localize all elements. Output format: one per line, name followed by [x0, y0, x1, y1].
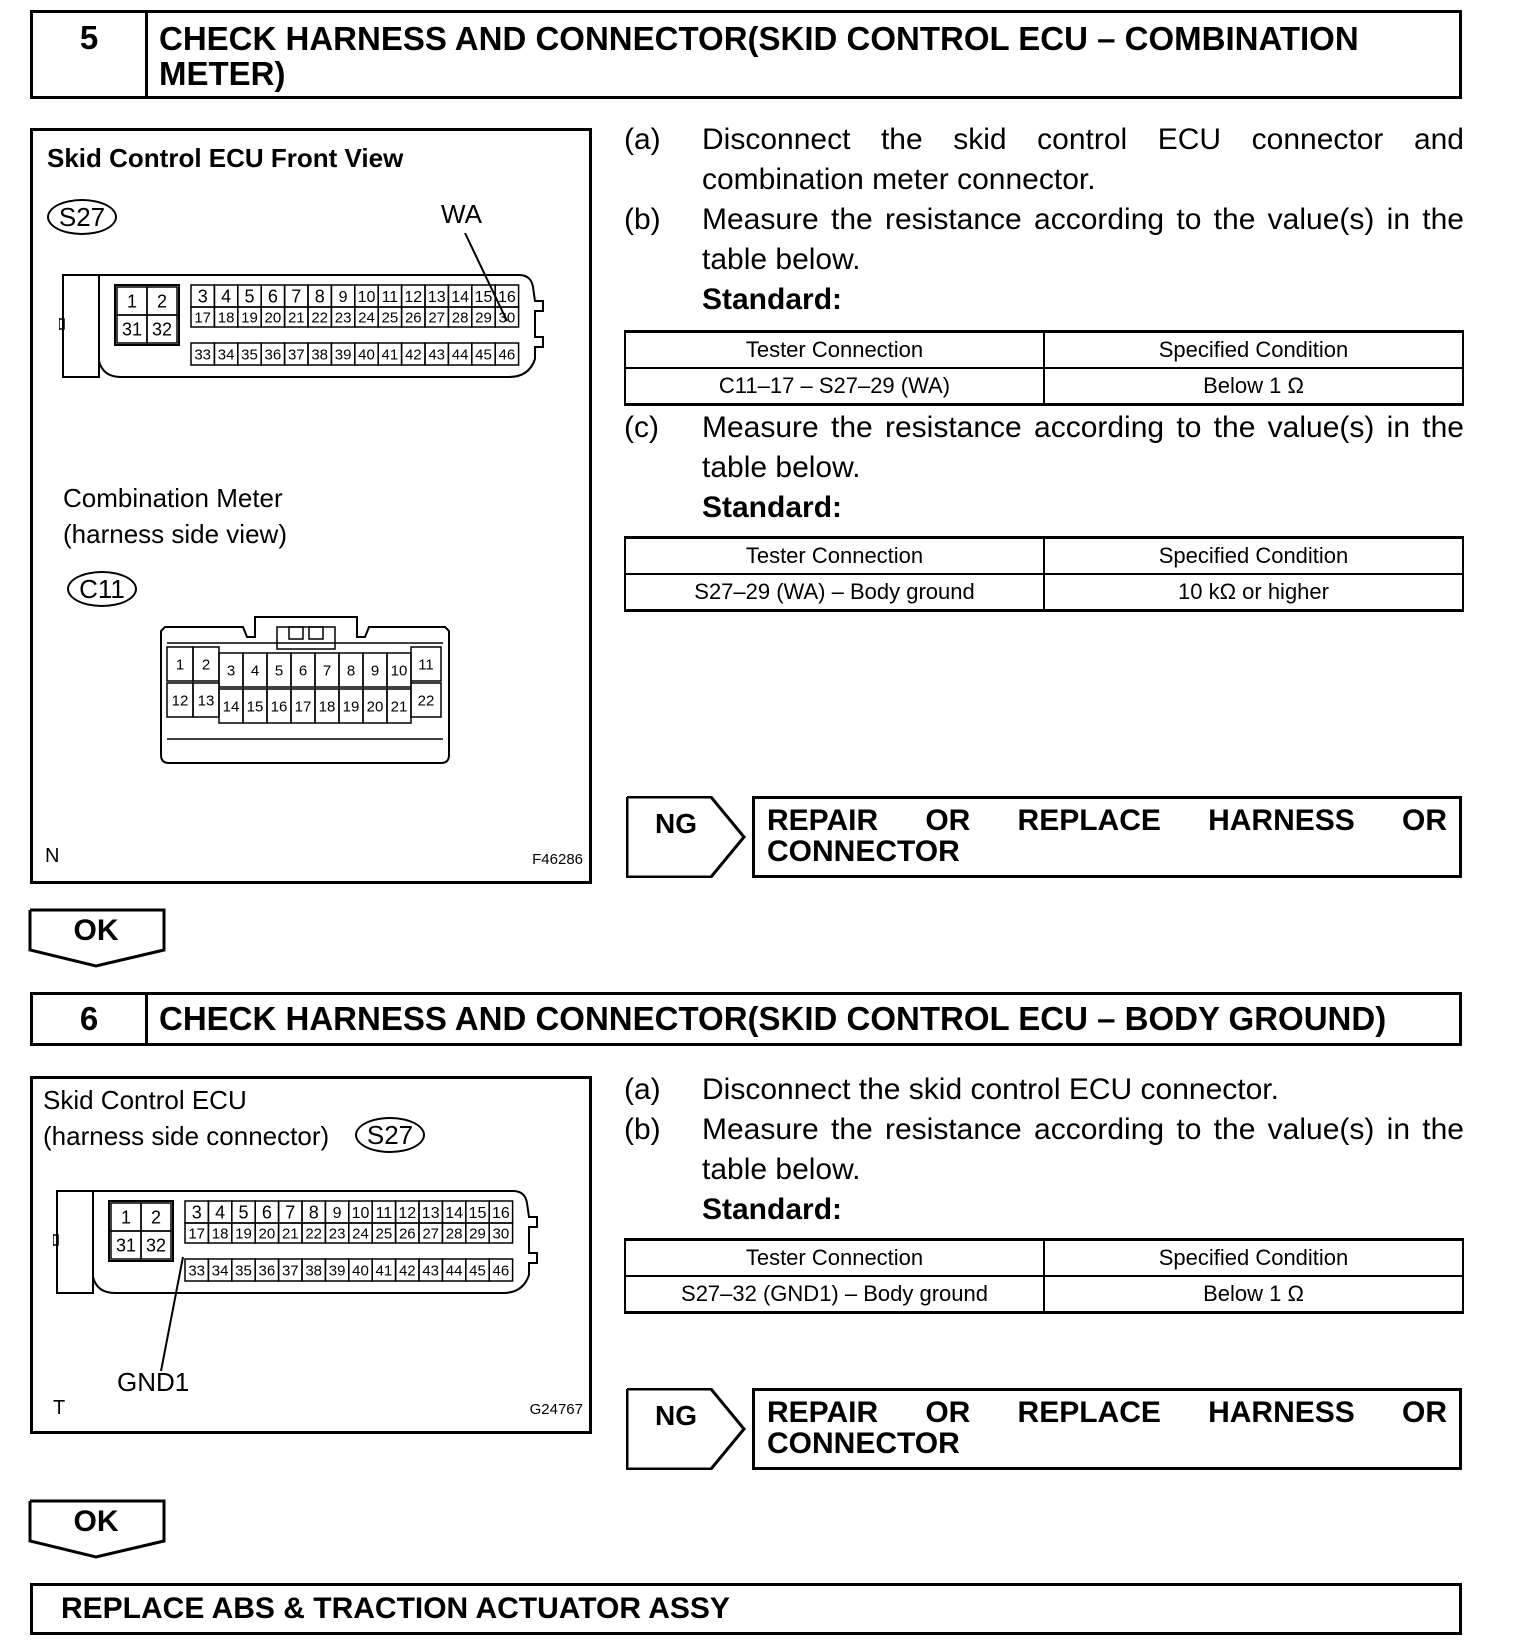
- figure-title: Skid Control ECU: [43, 1085, 247, 1115]
- pin-label: 37: [281, 1262, 299, 1280]
- pin-label: 2: [201, 656, 211, 674]
- ng-label: NG: [655, 808, 697, 839]
- col-header-tester: Tester Connection: [625, 538, 1044, 575]
- pin-label: 3: [226, 662, 236, 680]
- pin-label: 24: [352, 1225, 369, 1243]
- pin-label: 9: [370, 662, 380, 680]
- pin-label: 12: [398, 1204, 417, 1222]
- pin-label: 4: [250, 662, 260, 680]
- col-header-condition: Specified Condition: [1044, 1240, 1463, 1277]
- pin-label: 16: [270, 698, 288, 716]
- pin-label: 18: [318, 698, 336, 716]
- pin-label: 43: [428, 346, 446, 364]
- step-5-instructions-c: [624, 408, 1464, 528]
- step-number: 6: [33, 995, 148, 1043]
- pin-label: 15: [474, 288, 493, 306]
- pin-label: 41: [375, 1262, 393, 1280]
- pin-label: 34: [211, 1262, 229, 1280]
- pin-label: 30: [498, 309, 516, 327]
- pin-label: 44: [451, 346, 469, 364]
- cell-connection: S27–29 (WA) – Body ground: [625, 574, 1044, 611]
- pin-label: 14: [451, 288, 469, 306]
- ok-label: OK: [73, 914, 119, 947]
- pin-label: 38: [311, 346, 329, 364]
- cell-condition: Below 1 Ω: [1044, 368, 1463, 405]
- pin-label: 5: [244, 286, 255, 307]
- repair-action: REPAIR OR REPLACE HARNESS OR CONNECTOR: [752, 796, 1462, 878]
- pin-label: 2: [156, 291, 168, 312]
- pin-label: 20: [264, 309, 282, 327]
- connector-key: [59, 319, 64, 329]
- final-action: REPLACE ABS & TRACTION ACTUATOR ASSY: [30, 1583, 1462, 1635]
- pin-label: 38: [305, 1262, 323, 1280]
- connector-latch: [63, 275, 99, 377]
- pin-label: 19: [342, 698, 360, 716]
- meter-title: Combination Meter: [63, 483, 283, 513]
- pin-label: 23: [328, 1225, 346, 1243]
- pin-label: 10: [390, 662, 408, 680]
- pin-label: 16: [492, 1204, 510, 1222]
- pin-label: 13: [197, 692, 215, 710]
- pin-label: 7: [291, 286, 302, 307]
- figure-id: F46286: [532, 851, 583, 868]
- step-5-header: [30, 10, 1462, 99]
- pin-label: 32: [151, 319, 173, 340]
- connector-code-s27: S27: [47, 199, 117, 235]
- pin-label: 18: [217, 309, 235, 327]
- col-header-condition: Specified Condition: [1044, 538, 1463, 575]
- pin-label: 44: [445, 1262, 463, 1280]
- ok-arrow: [28, 908, 168, 968]
- repair-action: REPAIR OR REPLACE HARNESS OR CONNECTOR: [752, 1388, 1462, 1470]
- pin-label: 40: [358, 346, 375, 364]
- pin-label: 22: [311, 309, 329, 327]
- pin-label: 29: [469, 1225, 486, 1243]
- connector-code-s27: S27: [355, 1117, 425, 1153]
- pin-label: 7: [285, 1202, 296, 1223]
- figure-subtitle: (harness side connector): [43, 1121, 330, 1151]
- pin-label: 31: [115, 1235, 137, 1256]
- pin-label: 3: [191, 1202, 202, 1223]
- pin-label: 6: [261, 1202, 272, 1223]
- figure-ecu-meter: [30, 128, 592, 884]
- col-header-tester: Tester Connection: [625, 1240, 1044, 1277]
- pin-label: 21: [287, 309, 305, 327]
- lock-tab: [289, 627, 303, 639]
- pin-label: 45: [475, 346, 492, 364]
- spec-table-1: [624, 330, 1464, 406]
- pin-label: 15: [468, 1204, 487, 1222]
- step-5-instructions-ab: [624, 120, 1464, 320]
- instruction-b: (b) Measure the resistance according to the value(s) in the table below.: [624, 1113, 1464, 1186]
- pin-label: 43: [422, 1262, 440, 1280]
- ecu-connector-drawing: [59, 271, 569, 383]
- col-header-condition: Specified Condition: [1044, 332, 1463, 369]
- pin-label: 14: [222, 698, 240, 716]
- pin-label: 5: [274, 662, 284, 680]
- pin-label: 33: [194, 346, 212, 364]
- pin-label: 16: [498, 288, 516, 306]
- pin-label: 18: [211, 1225, 229, 1243]
- pin-label: 6: [267, 286, 278, 307]
- spec-table-2: [624, 536, 1464, 612]
- meter-connector-drawing: [159, 613, 459, 775]
- pin-label: 45: [469, 1262, 486, 1280]
- pin-label: 39: [328, 1262, 346, 1280]
- step-6-header: [30, 992, 1462, 1046]
- pin-label: 42: [404, 346, 422, 364]
- pin-label: 28: [451, 309, 469, 327]
- pin-label: 33: [188, 1262, 206, 1280]
- cell-connection: C11–17 – S27–29 (WA): [625, 368, 1044, 405]
- col-header-tester: Tester Connection: [625, 332, 1044, 369]
- pin-label: 1: [175, 656, 185, 674]
- pin-label: 23: [334, 309, 352, 327]
- pin-label: 9: [332, 1204, 342, 1222]
- spec-table-3: [624, 1238, 1464, 1314]
- cell-condition: 10 kΩ or higher: [1044, 574, 1463, 611]
- step-6-instructions: [624, 1070, 1464, 1230]
- pin-label: 30: [492, 1225, 510, 1243]
- ok-label: OK: [73, 1505, 119, 1538]
- pin-label: 1: [120, 1207, 132, 1228]
- pin-label: 35: [235, 1262, 252, 1280]
- instruction-c: (c) Measure the resistance according to the value(s) in the table below.: [624, 411, 1464, 484]
- pin-label: 19: [235, 1225, 252, 1243]
- pin-label: 46: [498, 346, 516, 364]
- pin-label: 20: [258, 1225, 276, 1243]
- ng-arrow: [626, 796, 746, 878]
- pin-label: 3: [197, 286, 208, 307]
- pin-label: 14: [445, 1204, 463, 1222]
- cell-connection: S27–32 (GND1) – Body ground: [625, 1276, 1044, 1313]
- pin-label: 34: [217, 346, 235, 364]
- pin-label: 27: [428, 309, 446, 327]
- pin-label: 31: [121, 319, 143, 340]
- pin-label: 8: [346, 662, 356, 680]
- standard-label: Standard:: [702, 283, 843, 316]
- pin-label: 46: [492, 1262, 510, 1280]
- pin-label: 41: [381, 346, 399, 364]
- pin-label: 6: [298, 662, 308, 680]
- pin-label: 11: [418, 656, 434, 674]
- pin-label: 17: [188, 1225, 206, 1243]
- pin-label: 26: [404, 309, 422, 327]
- pin-label: 13: [427, 288, 446, 306]
- pin-label: 25: [375, 1225, 393, 1243]
- pin-label: 2: [150, 1207, 162, 1228]
- figure-title: Skid Control ECU Front View: [47, 143, 404, 173]
- ng-label: NG: [655, 1400, 697, 1431]
- pin-label: 21: [281, 1225, 299, 1243]
- pin-label: 35: [241, 346, 258, 364]
- pin-label: 21: [390, 698, 408, 716]
- standard-label: Standard:: [702, 1193, 843, 1226]
- pin-label: 32: [145, 1235, 167, 1256]
- pin-label: 13: [421, 1204, 440, 1222]
- wire-label-gnd1: GND1: [117, 1367, 190, 1397]
- instruction-a: (a) Disconnect the skid control ECU connector.: [624, 1073, 1279, 1106]
- step-title: CHECK HARNESS AND CONNECTOR(SKID CONTROL ECU – COMBINATION METER): [159, 20, 1359, 92]
- pin-label: 10: [357, 288, 376, 306]
- pin-label: 29: [475, 309, 492, 327]
- pin-label: 42: [398, 1262, 416, 1280]
- pin-label: 24: [358, 309, 375, 327]
- corner-mark: T: [53, 1397, 66, 1419]
- pin-label: 11: [375, 1204, 393, 1222]
- pin-label: 25: [381, 309, 399, 327]
- pin-label: 19: [241, 309, 258, 327]
- pin-label: 7: [322, 662, 332, 680]
- pin-label: 4: [221, 286, 232, 307]
- step-title: CHECK HARNESS AND CONNECTOR(SKID CONTROL ECU – BODY GROUND): [159, 1000, 1387, 1037]
- pin-label: 15: [246, 698, 264, 716]
- pin-label: 22: [305, 1225, 323, 1243]
- pin-label: 22: [417, 692, 435, 710]
- pin-label: 1: [126, 291, 138, 312]
- pin-label: 12: [404, 288, 423, 306]
- standard-label: Standard:: [702, 491, 843, 524]
- ng-arrow: [626, 1388, 746, 1470]
- connector-lock: [277, 627, 335, 649]
- pin-label: 20: [366, 698, 384, 716]
- pin-label: 4: [215, 1202, 226, 1223]
- lock-tab: [309, 627, 323, 639]
- pin-label: 5: [238, 1202, 249, 1223]
- corner-mark: N: [45, 845, 60, 867]
- pin-label: 8: [308, 1202, 319, 1223]
- instruction-a: (a) Disconnect the skid control ECU connector and combination meter connector.: [624, 123, 1464, 196]
- pin-label: 39: [334, 346, 352, 364]
- connector-body: [161, 617, 449, 763]
- cell-condition: Below 1 Ω: [1044, 1276, 1463, 1313]
- pin-label: 10: [351, 1204, 370, 1222]
- connector-code-c11: C11: [67, 571, 137, 607]
- pin-label: 8: [314, 286, 325, 307]
- pin-label: 17: [194, 309, 212, 327]
- pin-label: 37: [287, 346, 305, 364]
- instruction-b: (b) Measure the resistance according to the value(s) in the table below.: [624, 203, 1464, 276]
- pin-label: 28: [445, 1225, 463, 1243]
- step-number: 5: [33, 13, 148, 96]
- wire-label-wa: WA: [441, 199, 482, 229]
- pin-label: 11: [381, 288, 399, 306]
- pin-label: 36: [264, 346, 282, 364]
- figure-id: G24767: [529, 1401, 583, 1418]
- pin-label: 17: [294, 698, 312, 716]
- ok-arrow: [28, 1499, 168, 1559]
- pin-label: 9: [338, 288, 348, 306]
- meter-subtitle: (harness side view): [63, 519, 287, 549]
- pin-label: 12: [171, 692, 189, 710]
- figure-ecu-ground: [30, 1076, 592, 1434]
- pin-label: 27: [422, 1225, 440, 1243]
- pin-label: 26: [398, 1225, 416, 1243]
- pin-label: 40: [352, 1262, 369, 1280]
- pin-label: 36: [258, 1262, 276, 1280]
